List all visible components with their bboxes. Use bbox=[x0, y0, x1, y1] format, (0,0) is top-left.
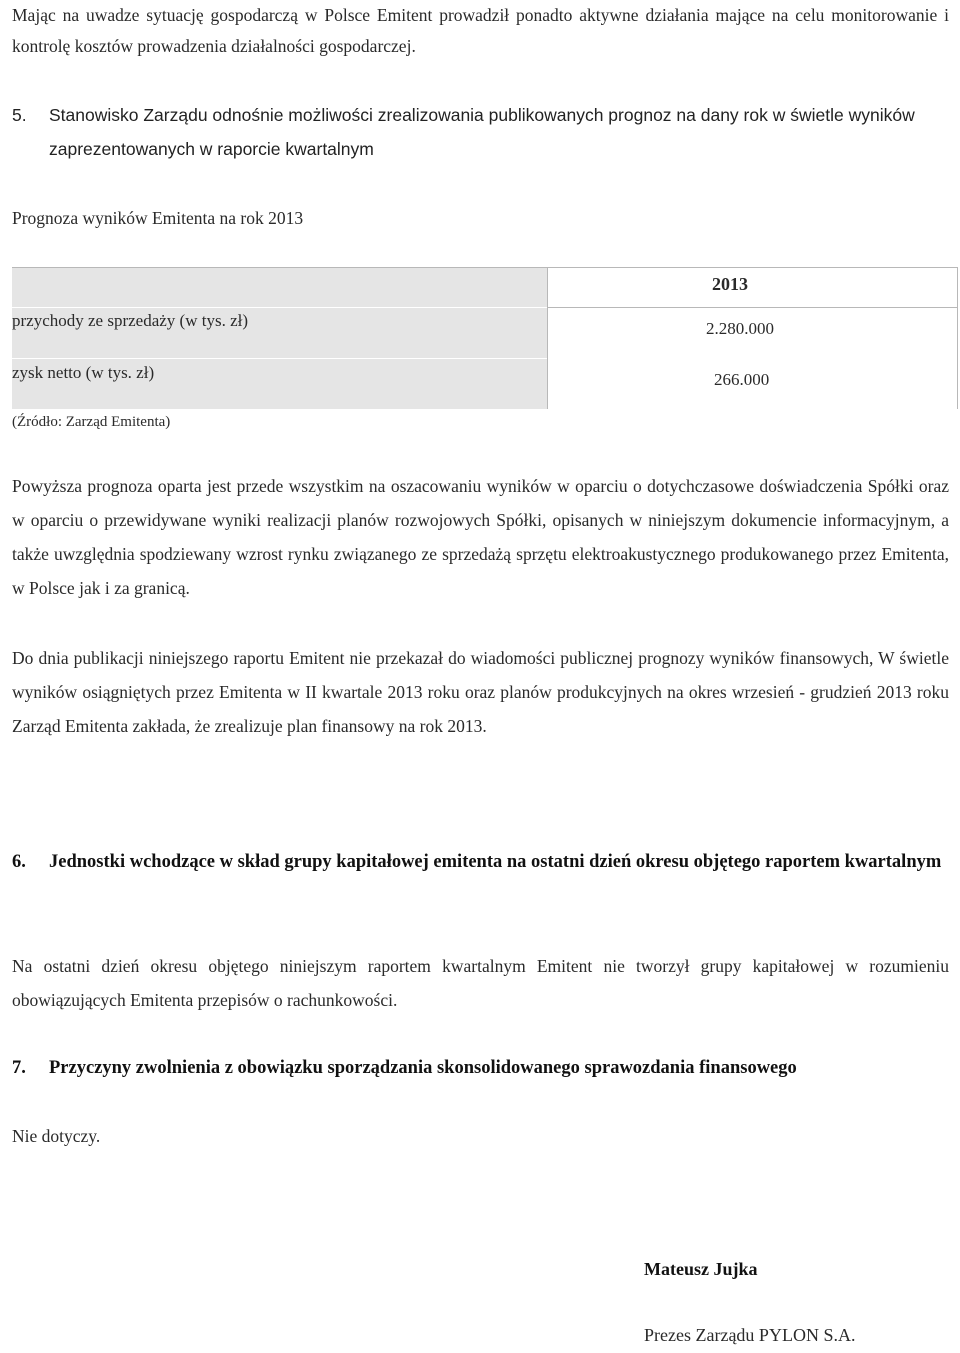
section-7-number: 7. bbox=[12, 1058, 26, 1078]
signature-name: Mateusz Jujka bbox=[644, 1259, 758, 1279]
forecast-status-paragraph: Do dnia publikacji niniejszego raportu Emitent nie przekazał do wiadomości publicznej prognozy wyników finansowych, W świetle wyników osiągniętych przez Emitenta w II kwartale 2013 roku oraz planów produkcyjnych na okres wrzesień - grudzień 2013 roku Zarząd Emitenta zakłada, że zrealizuje plan finansowy na rok 2013. bbox=[12, 648, 949, 736]
table-header-blank-cell bbox=[12, 267, 547, 307]
forecast-caption: Prognoza wyników Emitenta na rok 2013 bbox=[12, 208, 304, 228]
section-5-number: 5. bbox=[12, 105, 27, 125]
table-row-value: 266.000 bbox=[714, 370, 770, 389]
section-6-title: Jednostki wchodzące w skład grupy kapitałowej emitenta na ostatni dzień okresu objętego raportem kwartalnym bbox=[49, 852, 942, 872]
table-year-header: 2013 bbox=[712, 274, 748, 294]
section-5-heading bbox=[12, 98, 952, 166]
section-7-heading bbox=[12, 1051, 952, 1085]
section-6-number: 6. bbox=[12, 852, 26, 872]
intro-paragraph: Mając na uwadze sytuację gospodarczą w Polsce Emitent prowadził ponadto aktywne działania mające na celu monitorowanie i kontrolę kosztów prowadzenia działalności gospodarczej. bbox=[12, 5, 949, 56]
forecast-table bbox=[12, 267, 958, 409]
signature-role: Prezes Zarządu PYLON S.A. bbox=[644, 1325, 856, 1345]
table-row-value: 2.280.000 bbox=[706, 319, 774, 338]
section-7-title: Przyczyny zwolnienia z obowiązku sporządzania skonsolidowanego sprawozdania finansowego bbox=[49, 1058, 797, 1078]
table-row-label: przychody ze sprzedaży (w tys. zł) bbox=[12, 311, 249, 330]
table-border bbox=[547, 307, 958, 308]
table-border bbox=[547, 267, 548, 409]
section-6-heading bbox=[12, 845, 952, 913]
table-source-note: (Źródło: Zarząd Emitenta) bbox=[12, 414, 171, 430]
table-border bbox=[12, 267, 958, 268]
section-5-title: Stanowisko Zarządu odnośnie możliwości zrealizowania publikowanych prognoz na dany rok w świetle wyników zaprezentowanych w raporcie kwartalnym bbox=[49, 105, 915, 159]
table-border bbox=[957, 267, 958, 409]
forecast-basis-paragraph: Powyższa prognoza oparta jest przede wszystkim na oszacowaniu wyników w oparciu o dotychczasowe doświadczenia Spółki oraz w oparciu o przewidywane wyniki realizacji planów rozwojowych Spółki, opisanych w niniejszym dokumencie informacyjnym, a także uwzględnia spodziewany wzrost rynku związanego ze sprzedażą sprzętu elektroakustycznego produkowanego przez Emitenta, w Polsce jak i za granicą. bbox=[12, 476, 949, 598]
section-6-body: Na ostatni dzień okresu objętego niniejszym raportem kwartalnym Emitent nie tworzył grupy kapitałowej w rozumieniu obowiązujących Emitenta przepisów o rachunkowości. bbox=[12, 956, 949, 1010]
table-row-label: zysk netto (w tys. zł) bbox=[12, 363, 155, 382]
section-7-body: Nie dotyczy. bbox=[12, 1126, 101, 1146]
